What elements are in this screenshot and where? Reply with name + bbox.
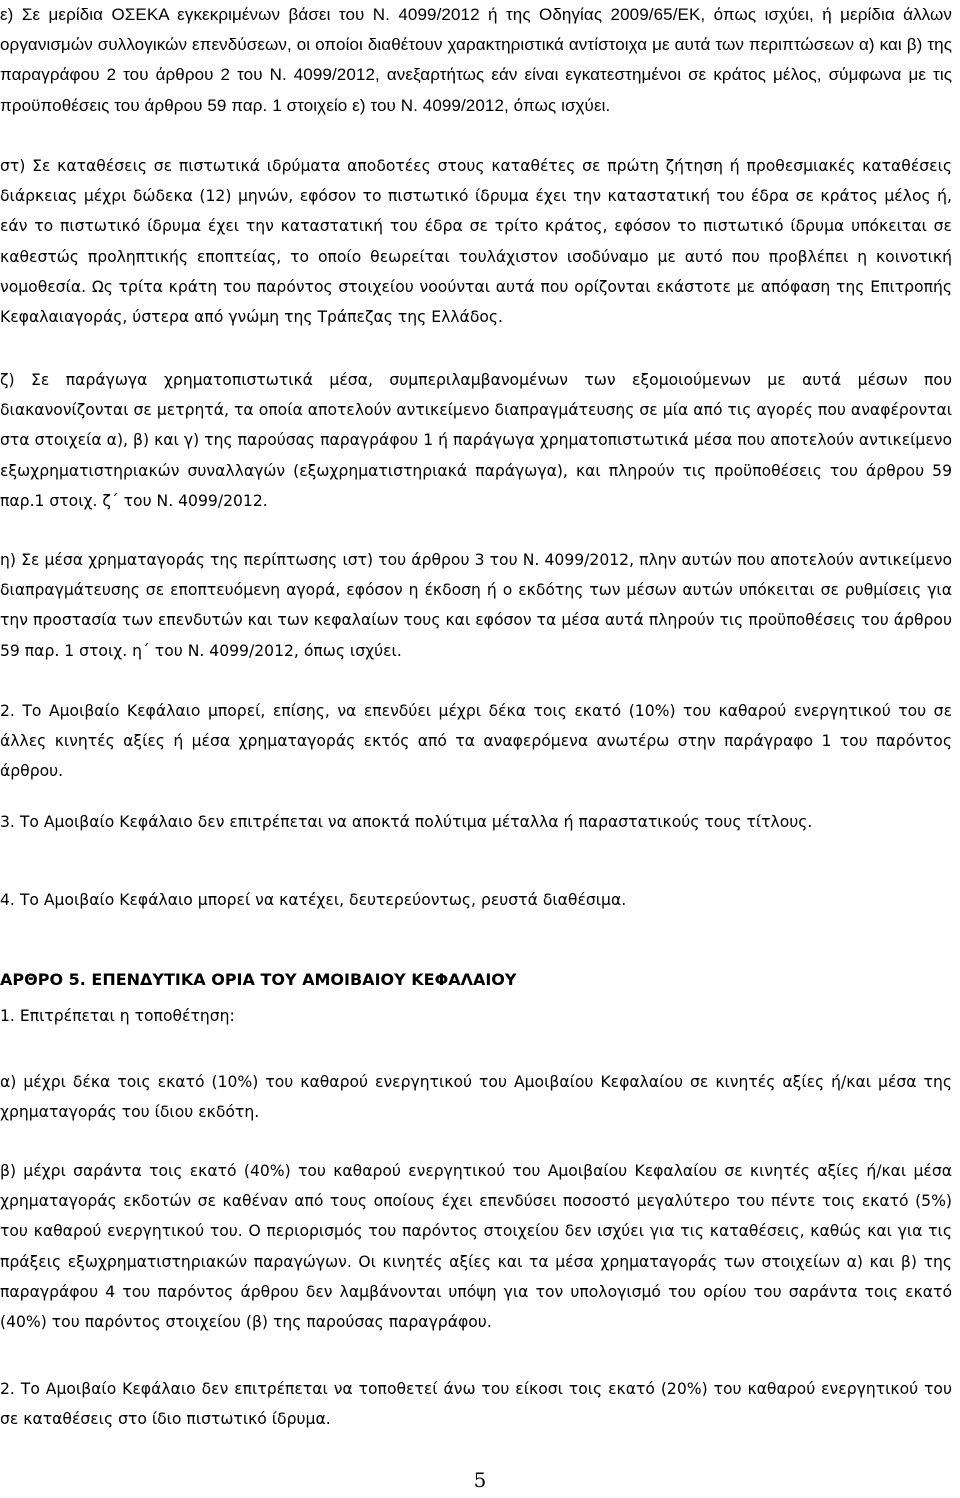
article-5-item-a: α) μέχρι δέκα τοις εκατό (10%) του καθαρού ενεργητικού του Αμοιβαίου Κεφαλαίου σε κινητές αξίες ή/και μέσα της χρηματαγοράς του ίδιου εκδότη. <box>0 1073 952 1122</box>
page-number: 5 <box>473 1468 487 1492</box>
item-e-paragraph: ε) Σε μερίδια ΟΣΕΚΑ εγκεκριμένων βάσει του Ν. 4099/2012 ή της Οδηγίας 2009/65/ΕΚ, όπως ισχύει, ή μερίδια άλλων οργανισμών συλλογικών επενδύσεων, οι οποίοι διαθέτουν χαρακτηριστικά αντίστοιχα με αυτά των περιπτώσεων α) και β) της παραγράφου 2 του άρθρου 2 του Ν. 4099/2012, ανεξαρτήτως εάν είναι εγκατεστημένοι σε κράτος μέλος, σύμφωνα με τις προϋποθέσεις του άρθρου 59 παρ. 1 στοιχείο ε) του Ν. 4099/2012, όπως ισχύει. <box>0 5 952 115</box>
article-5-paragraph-2: 2. Το Αμοιβαίο Κεφάλαιο δεν επιτρέπεται να τοποθετεί άνω του είκοσι τοις εκατό (20%) του καθαρού ενεργητικού του σε καταθέσεις στο ίδιο πιστωτικό ίδρυμα. <box>0 1380 952 1429</box>
paragraph-4: 4. Το Αμοιβαίο Κεφάλαιο μπορεί να κατέχει, δευτερεύοντως, ρευστά διαθέσιμα. <box>0 891 627 909</box>
article-5-item-b: β) μέχρι σαράντα τοις εκατό (40%) του καθαρού ενεργητικού του Αμοιβαίου Κεφαλαίου σε κινητές αξίες ή/και μέσα χρηματαγοράς εκδοτών σε καθέναν από τους οποίους έχει επενδύσει ποσοστό μεγαλύτερο του πέντε τοις εκατό (5%) του καθαρού ενεργητικού του. Ο περιορισμός του παρόντος στοιχείου δεν ισχύει για τις καταθέσεις, καθώς και για τις πράξεις εξωχρηματιστηριακών παραγώγων. Οι κινητές αξίες και τα μέσα χρηματαγοράς των στοιχείων α) και β) της παραγράφου 4 του παρόντος άρθρου δεν λαμβάνονται υπόψη για τον υπολογισμό του ορίου του σαράντα τοις εκατό (40%) του παρόντος στοιχείου (β) της παρούσας παραγράφου. <box>0 1162 952 1332</box>
item-h-paragraph: η) Σε μέσα χρηματαγοράς της περίπτωσης ιστ) του άρθρου 3 του Ν. 4099/2012, πλην αυτών που αποτελούν αντικείμενο διαπραγμάτευσης σε εποπτευόμενη αγορά, εφόσον η έκδοση ή ο εκδότης των μέσων αυτών υπόκειται σε ρυθμίσεις για την προστασία των επενδυτών και των κεφαλαίων τους και εφόσον τα μέσα αυτά πληρούν τις προϋποθέσεις του άρθρου 59 παρ. 1 στοιχ. η΄ του Ν. 4099/2012, όπως ισχύει. <box>0 551 952 660</box>
paragraph-2: 2. Το Αμοιβαίο Κεφάλαιο μπορεί, επίσης, να επενδύει μέχρι δέκα τοις εκατό (10%) του καθαρού ενεργητικού του σε άλλες κινητές αξίες ή μέσα χρηματαγοράς εκτός από τα αναφερόμενα ανωτέρω στην παράγραφο 1 του παρόντος άρθρου. <box>0 702 952 781</box>
article-5-paragraph-1: 1. Επιτρέπεται η τοποθέτηση: <box>0 1007 235 1025</box>
article-5-heading: ΑΡΘΡΟ 5. ΕΠΕΝΔΥΤΙΚΑ ΟΡΙΑ ΤΟΥ ΑΜΟΙΒΑΙΟΥ ΚΕΦΑΛΑΙΟΥ <box>0 970 517 989</box>
item-st-paragraph: στ) Σε καταθέσεις σε πιστωτικά ιδρύματα αποδοτέες στους καταθέτες σε πρώτη ζήτηση ή προθεσμιακές καταθέσεις διάρκειας μέχρι δώδεκα (12) μηνών, εφόσον το πιστωτικό ίδρυμα έχει την καταστατική του έδρα σε κράτος μέλος ή, εάν το πιστωτικό ίδρυμα έχει την καταστατική του έδρα σε τρίτο κράτος, εφόσον το πιστωτικό ίδρυμα υπόκειται σε καθεστώς προληπτικής εποπτείας, το οποίο θεωρείται τουλάχιστον ισοδύναμο με αυτό που προβλέπει η κοινοτική νομοθεσία. Ως τρίτα κράτη του παρόντος στοιχείου νοούνται αυτά που ορίζονται εκάστοτε με απόφαση της Επιτροπής Κεφαλαιαγοράς, ύστερα από γνώμη της Τράπεζας της Ελλάδος. <box>0 157 952 327</box>
paragraph-3: 3. Το Αμοιβαίο Κεφάλαιο δεν επιτρέπεται να αποκτά πολύτιμα μέταλλα ή παραστατικούς τους τίτλους. <box>0 813 813 831</box>
item-z-paragraph: ζ) Σε παράγωγα χρηματοπιστωτικά μέσα, συμπεριλαμβανομένων των εξομοιούμενων με αυτά μέσων που διακανονίζονται σε μετρητά, τα οποία αποτελούν αντικείμενο διαπραγμάτευσης σε μία από τις αγορές που αναφέρονται στα στοιχεία α), β) και γ) της παρούσας παραγράφου 1 ή παράγωγα χρηματοπιστωτικά μέσα που αποτελούν αντικείμενο εξωχρηματιστηριακών συναλλαγών (εξωχρηματιστηριακά παράγωγα), και πληρούν τις προϋποθέσεις του άρθρου 59 παρ.1 στοιχ. ζ΄ του Ν. 4099/2012. <box>0 371 952 510</box>
